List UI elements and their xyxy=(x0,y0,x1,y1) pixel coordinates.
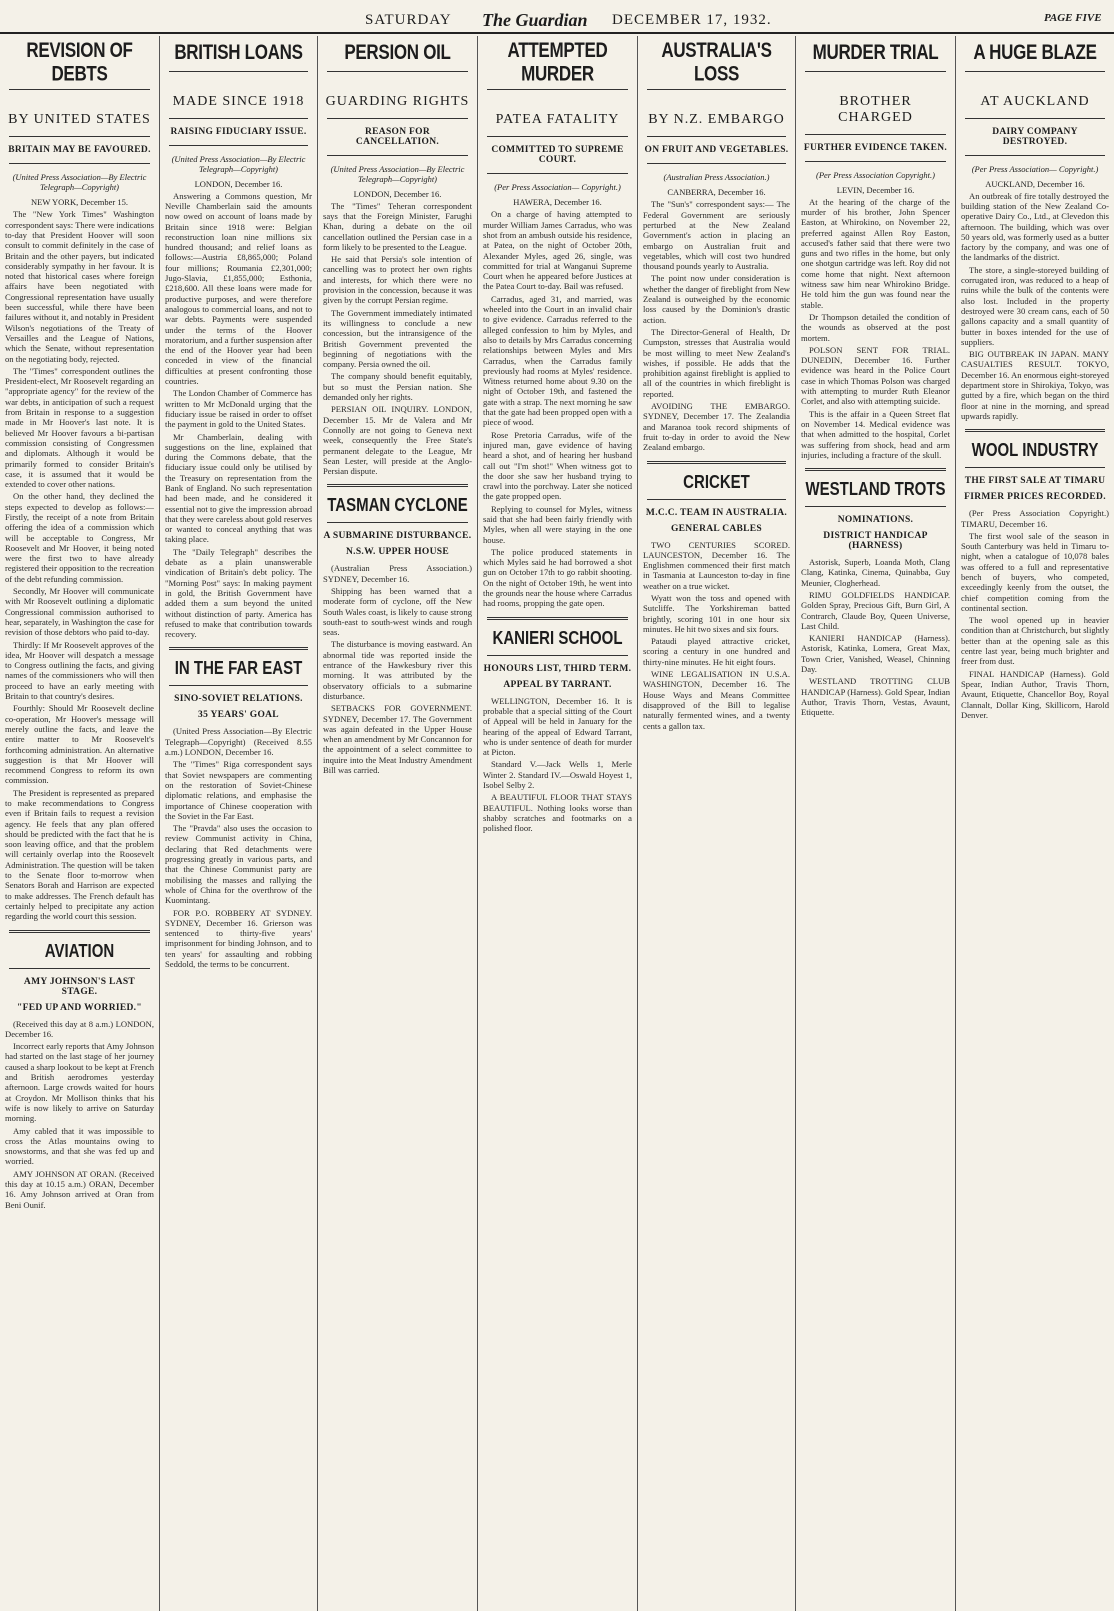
article-paragraph: Dr Thompson detailed the condition of the wounds as observed at the post mortem. xyxy=(801,311,950,343)
article-deck: MADE SINCE 1918 xyxy=(172,93,305,109)
divider xyxy=(9,89,150,90)
section-paragraph: Wyatt won the toss and opened with Sutcliffe. The Yorkshireman batted brightly, scoring 101 in one hour six minutes. He hit two sixes and six fours. xyxy=(643,592,790,634)
article-paragraph: AVOIDING THE EMBARGO. SYDNEY, December 17. The Zealandia and Maranoa took record shipments of fruit to-day in order to avoid the New Zealand embargo. xyxy=(643,401,790,453)
article-paragraph: Answering a Commons question, Mr Neville Chamberlain said the amounts now owed on account of loans made by Britain since 1918 were: Belgian reconstruction loan nine millions six hundred thousand; and relief loans as follows:—Austria £8,865,000; Poland four millions; Roumania £2,301,000; Jugo-Slavia, £1,855,000; Esthonia, £218,600. All these loans were made for productive purposes, and were therefore analogous to commercial loans, and not to war debts. Payments were suspended under the terms of the Hoover moratorium, and a further suspension after the end of the Hoover year had been conceded in view of the financial difficulties at present confronting those countries. xyxy=(165,190,312,387)
article-paragraph: Thirdly: If Mr Roosevelt approves of the idea, Mr Hoover will despatch a message to Congress outlining the facts, and giving names of the commissioners who will then proceed to have an early meeting with Britain to that country's desires. xyxy=(5,639,154,702)
article-paragraph: PERSIAN OIL INQUIRY. LONDON, December 15. Mr de Valera and Mr Connolly are not going to Geneva next week, consequently the Free State's permanent delegate to the League, Mr Sean Lester, will preside at the Anglo-Persian dispute. xyxy=(323,404,472,477)
article-subheading: DAIRY COMPANY DESTROYED. xyxy=(992,126,1078,147)
dateline: CANBERRA, December 16. xyxy=(667,187,766,198)
masthead-day: SATURDAY xyxy=(365,12,452,28)
divider xyxy=(9,930,150,933)
section-paragraph: Amy cabled that it was impossible to cross the Atlas mountains owing to snowstorms, and that she was fed up and worried. xyxy=(5,1125,154,1167)
section-paragraph: (Received this day at 8 a.m.) LONDON, December 16. xyxy=(5,1018,154,1039)
section-paragraph: The disturbance is moving eastward. An abnormal tide was reported inside the entrance of the Hawkesbury river this morning. It was attributed by the observatory officials to a submarine disturbance. xyxy=(323,639,472,701)
wire-credit: (United Press Association—By Electric Telegraph—Copyright) xyxy=(12,172,147,193)
article-headline: BRITISH LOANS xyxy=(174,40,303,65)
section-paragraph: The "Pravda" also uses the occasion to review Communist activity in China, declaring that Red detachments were progressing greatly in various parts, and that the Chinese Communist party are mobilising the masses and rallying the whole of China for the overthrow of the Kuomintang. xyxy=(165,823,312,906)
divider xyxy=(327,118,468,119)
section-subheading: APPEAL BY TARRANT. xyxy=(503,679,612,690)
section-paragraph: (Australian Press Association.) SYDNEY, December 16. xyxy=(323,563,472,584)
section-headline: WOOL INDUSTRY xyxy=(971,440,1099,462)
divider xyxy=(487,617,628,620)
divider xyxy=(647,163,786,164)
section-paragraph: AMY JOHNSON AT ORAN. (Received this day at 10.15 a.m.) ORAN, December 16. Amy Johnson arrived at Oran from Beni Ounif. xyxy=(5,1168,154,1210)
section-headline: AVIATION xyxy=(44,940,115,962)
section-paragraph: (United Press Association—By Electric Telegraph—Copyright) (Received 8.55 a.m.) LONDON, December 16. xyxy=(165,726,312,758)
wire-credit: (Australian Press Association.) xyxy=(663,172,770,183)
divider xyxy=(169,685,308,686)
article-column xyxy=(478,36,638,1611)
article-deck: PATEA FATALITY xyxy=(495,112,620,128)
article-deck: AT AUCKLAND xyxy=(980,93,1090,109)
article-subheading: REASON FOR CANCELLATION. xyxy=(355,126,440,147)
article-body xyxy=(643,199,790,452)
divider xyxy=(805,134,946,135)
divider xyxy=(647,136,786,137)
section-body xyxy=(165,726,312,969)
article-paragraph: The "Times" Teheran correspondent says that the Foreign Minister, Farughi Khan, during a debate on the oil cancellation outlined the Persian case in a form likely to be presented to the League. xyxy=(323,200,472,252)
dateline: AUCKLAND, December 16. xyxy=(985,178,1085,189)
article-paragraph: Mr Chamberlain, dealing with suggestions on the line, explained that during the Commons debate, that the fiduciary issue could only be utilised by the Treasury on representation from the Bank of England. No such representation had been made, and he considered it essential not to give the impression abroad that they were careless about gold reserves or wanted to conceal anything that was taking place. xyxy=(165,431,312,545)
article-paragraph: On the other hand, they declined the steps expected to develop as follows:— Firstly, the receipt of a note from Britain offering the idea of a commission which will be acceptable to Congress, Mr Roosevelt and Mr Hoover, it being noted were the first two to have already registered their opposition to the recreation of the debt refunding commission. xyxy=(5,491,154,584)
article-body xyxy=(5,209,154,921)
section-body xyxy=(483,696,632,834)
article-headline: AUSTRALIA'S LOSS xyxy=(661,38,772,86)
masthead-paper-title: The Guardian xyxy=(482,10,588,30)
article-body xyxy=(961,191,1109,422)
article-column xyxy=(956,36,1114,1611)
section-paragraph: FINAL HANDICAP (Harness). Gold Spear, Indian Author, Travis Thorn, Avaunt, Etiquette, Chancellor Boy, Royal Clannalt, Dollar King, Skillicorn, Harold Denver. xyxy=(961,668,1109,720)
section-subheading: AMY JOHNSON'S LAST STAGE. xyxy=(23,976,136,997)
section-subheading: GENERAL CABLES xyxy=(670,523,763,534)
article-paragraph: The "New York Times" Washington correspondent says: There were indications to-day that President Hoover will soon consult to commit definitely in the case of Britain and the other payers, but indicated considerably sympathy in her favour. It is noted that historical cases where foreign affairs have been negotiated with Congressional representation have usually been successful, while there have been failures without it, and notably in President Wilson's negotiations of the Treaty of Versailles and the League of Nations, which the Senate, without representation on the negotiating body, rejected. xyxy=(5,209,154,364)
article-column xyxy=(318,36,478,1611)
article-paragraph: The Government immediately intimated its willingness to conclude a new concession, but the intransigence of the British Government prevented the beginning of negotiations with the company. Persia owned the oil. xyxy=(323,307,472,370)
article-subheading: ON FRUIT AND VEGETABLES. xyxy=(644,145,789,156)
section-paragraph: Astorisk, Superb, Loanda Moth, Clang Clang, Katinka, Cinema, Quinabba, Guy Meunier, Clogherhead. xyxy=(801,557,950,588)
article-body xyxy=(483,209,632,608)
dateline: HAWERA, December 16. xyxy=(513,197,602,208)
section-paragraph: KANIERI HANDICAP (Harness). Astorisk, Katinka, Lomera, Great Max, Town Crier, Vanished, Weasel, Chinning Day. xyxy=(801,633,950,675)
article-subheading: RAISING FIDUCIARY ISSUE. xyxy=(170,126,307,137)
article-headline: A HUGE BLAZE xyxy=(973,40,1097,65)
article-paragraph: On a charge of having attempted to murder William James Carradus, who was shot from an ambush outside his residence, at Patea, on the night of October 20th, Alexander Myles, aged 26, single, was committed for trial at Wanganui Supreme Court when he appeared before Justices at the Patea Court to-day. Bail was refused. xyxy=(483,209,632,292)
dateline: LEVIN, December 16. xyxy=(836,184,915,195)
section-paragraph: Pataudi played attractive cricket, scoring a century in one hundred and thirty-nine minutes. He hit eight fours. xyxy=(643,636,790,667)
masthead xyxy=(0,0,1114,34)
article-headline: PERSION OIL xyxy=(344,40,451,65)
article-paragraph: POLSON SENT FOR TRIAL. DUNEDIN, December 16. Further evidence was heard in the Police Court case in which Thomas Polson was charged with attempting to murder Ruth Eleanor Corlet, and also with attempting suicide. xyxy=(801,344,950,407)
section-subheading: FIRMER PRICES RECORDED. xyxy=(964,492,1106,503)
section-body xyxy=(961,508,1109,720)
section-paragraph: Shipping has been warned that a moderate form of cyclone, off the New South Wales coast, is likely to cause strong south-east to south-west winds and rough seas. xyxy=(323,586,472,638)
divider xyxy=(647,499,786,500)
divider xyxy=(647,89,786,90)
section-headline: KANIERI SCHOOL xyxy=(492,627,623,649)
wire-credit: (Per Press Association Copyright.) xyxy=(816,169,935,180)
divider xyxy=(169,118,308,119)
divider xyxy=(647,461,786,464)
article-paragraph: The "Daily Telegraph" describes the debate as a plain unanswerable vindication of Britain's debt policy. The "Morning Post" says: In making payment in gold, the British Government have added them a sum beyond the united without distinction of party. America has refused to make that contribution towards recovery. xyxy=(165,546,312,640)
article-paragraph: The company should benefit equitably, but so must the Persian nation. She demanded only her rights. xyxy=(323,371,472,403)
article-paragraph: Secondly, Mr Hoover will communicate with Mr Roosevelt outlining a diplomatic Congressional commission authorised to hear, separately, in Washington the case for revision of those debtors who paid to-day. xyxy=(5,586,154,638)
divider xyxy=(805,161,946,162)
section-subheading: THE FIRST SALE AT TIMARU xyxy=(964,476,1106,487)
article-subheading: FURTHER EVIDENCE TAKEN. xyxy=(803,142,948,153)
section-body xyxy=(643,540,790,731)
divider xyxy=(965,118,1105,119)
article-subheading: COMMITTED TO SUPREME COURT. xyxy=(491,145,624,166)
wire-credit: (United Press Association—By Electric Telegraph—Copyright) xyxy=(171,153,306,174)
section-headline: TASMAN CYCLONE xyxy=(327,495,468,517)
article-paragraph: Carradus, aged 31, and married, was wheeled into the Court in an invalid chair to give evidence. Carradus referred to the alleged confession to him by Myles, and also to details by Mrs Carradus concerning relationships between Myles and Mrs Carradus, when the Carradus family previously had rooms at Myles' residence. Witness returned home about 9.30 on the night of October 19th, and fastened the gate with a strap. The next morning he saw that the gate had been propped open with a piece of wood. xyxy=(483,293,632,428)
divider xyxy=(169,71,308,72)
section-paragraph: WINE LEGALISATION IN U.S.A. WASHINGTON, December 16. The House Ways and Means Committee disapproved of the Bill to legalise naturally fermented wines, and a twenty cents a gallon tax. xyxy=(643,669,790,731)
divider xyxy=(9,968,150,969)
section-subheading: NOMINATIONS. xyxy=(837,515,914,526)
divider xyxy=(965,467,1105,468)
article-paragraph: The "Sun's" correspondent says:— The Federal Government are seriously perturbed at the New Zealand Government's action in placing an embargo on Australian fruit and vegetables, which will cost two hundred thousand pounds yearly to Australia. xyxy=(643,199,790,272)
divider xyxy=(805,71,946,72)
article-column xyxy=(796,36,956,1611)
divider xyxy=(487,89,628,90)
section-subheading: HONOURS LIST, THIRD TERM. xyxy=(483,663,632,674)
article-body xyxy=(323,201,472,477)
section-subheading: M.C.C. TEAM IN AUSTRALIA. xyxy=(645,507,788,518)
masthead-page-number: PAGE FIVE xyxy=(1044,12,1102,24)
article-paragraph: This is the affair in a Queen Street flat on November 14. Medical evidence was that when admitted to the hospital, Corlet was suffering from shock, head and arm injuries, including a fracture of the skull. xyxy=(801,408,950,460)
article-paragraph: BIG OUTBREAK IN JAPAN. MANY CASUALTIES RESULT. TOKYO, December 16. An enormous eight-storeyed department store in Shirokiya, Tokyo, was gutted by a fire, which began on the third floor at nine in the morning, and spread upwards rapidly. xyxy=(961,349,1109,421)
article-column xyxy=(638,36,796,1611)
masthead-date: DECEMBER 17, 1932. xyxy=(612,12,772,28)
divider xyxy=(9,136,150,137)
divider xyxy=(327,71,468,72)
section-paragraph: The wool opened up in heavier condition than at Christchurch, but slightly better than at the opening sale as this centre last year, being much brighter and freer from dust. xyxy=(961,615,1109,667)
section-paragraph: A BEAUTIFUL FLOOR THAT STAYS BEAUTIFUL. Nothing looks worse than shabby scratches and footmarks on a polished floor. xyxy=(483,792,632,834)
section-headline: WESTLAND TROTS xyxy=(805,478,946,501)
divider xyxy=(487,136,628,137)
article-deck: BY N.Z. EMBARGO xyxy=(648,112,785,128)
section-paragraph: SETBACKS FOR GOVERNMENT. SYDNEY, December 17. The Government was again defeated in the Upper House when an amendment by Mr Concannon for the appointment of a select committee to inquire into the Meat Industry Amendment Bill was carried. xyxy=(323,703,472,776)
article-paragraph: The London Chamber of Commerce has written to Mr McDonald urging that the fiduciary issue be raised in order to offset the payment in gold to the United States. xyxy=(165,388,312,430)
article-paragraph: The store, a single-storeyed building of corrugated iron, was reduced to a heap of ruins while the bulk of the contents were also lost. Included in the property destroyed were 30 cream cans, each of 50 gallons capacity and a small quantity of butter in boxes intended for the use of suppliers. xyxy=(961,264,1109,347)
divider xyxy=(327,484,468,487)
section-paragraph: The first wool sale of the season in South Canterbury was held in Timaru to-night, when a catalogue of 10,078 bales was offered to a full and representative bench of buyers, who competed, exceedingly keenly from the outset, the chief competition coming from the continental section. xyxy=(961,530,1109,613)
section-paragraph: RIMU GOLDFIELDS HANDICAP. Golden Spray, Precious Gift, Burn Girl, A Contrarch, Claude Boy, Queen Universe, Last Child. xyxy=(801,590,950,631)
dateline: LONDON, December 16. xyxy=(194,178,283,189)
section-subheading: 35 YEARS' GOAL xyxy=(198,710,279,721)
section-body xyxy=(323,563,472,775)
section-subheading: SINO-SOVIET RELATIONS. xyxy=(174,694,303,705)
article-paragraph: Replying to counsel for Myles, witness said that she had been fairly friendly with Myles, when all were staying in the one house. xyxy=(483,503,632,545)
wire-credit: (Per Press Association— Copyright.) xyxy=(971,163,1099,174)
divider xyxy=(327,155,468,156)
article-paragraph: The point now under consideration is whether the danger of fireblight from New Zealand is outweighed by the economic loss caused by the Dominion's drastic action. xyxy=(643,273,790,325)
divider xyxy=(487,655,628,656)
section-headline: CRICKET xyxy=(683,471,750,493)
article-deck: BROTHER CHARGED xyxy=(838,93,913,125)
section-paragraph: TWO CENTURIES SCORED. LAUNCESTON, December 16. The Englishmen commenced their first match in Tasmania at Launceston to-day in fine weather on a true wicket. xyxy=(643,539,790,591)
article-paragraph: The police produced statements in which Myles said he had borrowed a shot gun on October 17th to go rabbit shooting. On the night of October 19th, he went into the grounds near the house where Carradus had rooms, propping the gate open. xyxy=(483,546,632,609)
divider xyxy=(805,468,946,471)
divider xyxy=(169,145,308,146)
article-paragraph: The Director-General of Health, Dr Cumpston, stresses that Australia would be most willing to meet New Zealand's wishes, if possible. He adds that the prohibition against fireblight is applied to all of the countries in which fireblight is reported. xyxy=(643,326,790,399)
section-paragraph: Standard V.—Jack Wells 1, Merle Winter 2. Standard IV.—Oswald Hoyest 1, Isobel Selby 2. xyxy=(483,759,632,791)
article-paragraph: Fourthly: Should Mr Roosevelt decline co-operation, Mr Hoover's message will merely outline the facts, and leave the entire matter to Mr Roosevelt's forthcoming administration. An alternative suggestion is that Mr Hoover will recommend Congress to reform its own commission. xyxy=(5,703,154,786)
dateline: LONDON, December 16. xyxy=(353,188,442,199)
article-headline: MURDER TRIAL xyxy=(812,40,939,65)
article-paragraph: The President is represented as prepared to make recommendations to Congress even if Britain fails to request a revision agency. He feels that any plan offered should be predicted with the fact that he is soon leaving office, and that the problem will certainly overlap into the Roosevelt Administration. The question will be taken to the Senate floor to-morrow when Senators Borah and Harrison are expected to make addresses. The French default has certainly helped to precipitate any action regarding the world court this session. xyxy=(5,787,154,922)
article-subheading: BRITAIN MAY BE FAVOURED. xyxy=(8,145,151,156)
article-paragraph: Rose Pretoria Carradus, wife of the injured man, gave evidence of having heard a shot, and of hearing her husband call out "I'm shot!" When witness got to the door she saw her husband trying to crawl into the porchway. Later she noticed the gate propped open. xyxy=(483,429,632,502)
article-paragraph: The "Times" correspondent outlines the President-elect, Mr Roosevelt regarding an "appropriate agency" for the review of the war debts, in anticipation of such a request from Britain in response to a suggestion made in Mr Hoover's last note. It is believed Mr Hoover favours a bi-partisan commission consisting of Congressmen and diplomats. Although it would be primarily formed to consider Britain's case, it is assumed that it would be extended to cover other nations. xyxy=(5,365,154,490)
divider xyxy=(965,429,1105,432)
section-paragraph: Incorrect early reports that Amy Johnson had started on the last stage of her journey caused a sharp lookout to be kept at French and British aerodromes yesterday afternoon. Large crowds waited for hours at Croydon. Mr Mollison thinks that his wife is now likely to arrive on Saturday morning. xyxy=(5,1041,154,1124)
newspaper-page xyxy=(0,36,1114,1611)
article-headline: REVISION OF DEBTS xyxy=(26,38,133,86)
divider xyxy=(965,71,1105,72)
article-body xyxy=(165,191,312,640)
section-subheading: A SUBMARINE DISTURBANCE. xyxy=(323,531,472,542)
section-paragraph: (Per Press Association Copyright.) TIMARU, December 16. xyxy=(961,508,1109,529)
section-subheading: N.S.W. UPPER HOUSE xyxy=(346,547,449,558)
article-deck: GUARDING RIGHTS xyxy=(325,93,470,109)
section-subheading: "FED UP AND WORRIED." xyxy=(17,1002,142,1013)
dateline: NEW YORK, December 15. xyxy=(30,197,128,208)
wire-credit: (United Press Association—By Electric Telegraph—Copyright) xyxy=(330,163,465,184)
article-column xyxy=(0,36,160,1611)
divider xyxy=(9,163,150,164)
section-paragraph: WELLINGTON, December 16. It is probable that a special sitting of the Court of Appeal will be held in January for the hearing of the appeal of Edward Tarrant, who is under sentence of death for murder at Picton. xyxy=(483,695,632,758)
divider xyxy=(965,155,1105,156)
wire-credit: (Per Press Association— Copyright.) xyxy=(494,182,621,193)
section-body xyxy=(801,557,950,717)
section-paragraph: FOR P.O. ROBBERY AT SYDNEY. SYDNEY, December 16. Grierson was sentenced to thirty-five years' imprisonment for binding Johnson, and to ten years' for assaulting and robbing Seddold, the terms to be concurrent. xyxy=(165,907,312,969)
section-subheading: DISTRICT HANDICAP (HARNESS) xyxy=(823,531,928,552)
section-paragraph: WESTLAND TROTTING CLUB HANDICAP (Harness). Gold Spear, Indian Author, Travis Thorn, Vestas, Avaunt, Etiquette. xyxy=(801,676,950,718)
divider xyxy=(805,506,946,507)
article-paragraph: At the hearing of the charge of the murder of his brother, John Spencer Easton, at Whirokino, on November 22, preferred against Allen Roy Easton, accused's father said that there were two guns and two rifles in the home, but only one shotgun cartridge was left. Roy did not come home that night. Next afternoon witness saw him near Whirokino Bridge. He told him the gun was found near the stable. xyxy=(801,196,950,310)
divider xyxy=(169,647,308,650)
article-paragraph: An outbreak of fire totally destroyed the building station of the New Zealand Co-operative Dairy Co., Ltd., at Clevedon this afternoon. The building, which was over 50 years old, was formerly used as a butter factory by the company, and was one of the landmarks of the district. xyxy=(961,190,1109,263)
article-paragraph: He said that Persia's sole intention of cancelling was to protect her own rights and interests, for which there were no provision in the concession, because it was given by the corrupt Persian regime. xyxy=(323,254,472,306)
section-headline: IN THE FAR EAST xyxy=(174,658,303,680)
article-body xyxy=(801,197,950,460)
article-deck: BY UNITED STATES xyxy=(8,112,151,128)
section-paragraph: The "Times" Riga correspondent says that Soviet newspapers are commenting on the restoration of Soviet-Chinese diplomatic relations, and emphasise the importance of Chinese cooperation with the Soviet in the Far East. xyxy=(165,759,312,821)
divider xyxy=(327,522,468,523)
article-column xyxy=(160,36,318,1611)
section-body xyxy=(5,1019,154,1210)
article-headline: ATTEMPTED MURDER xyxy=(507,38,608,86)
divider xyxy=(487,173,628,174)
